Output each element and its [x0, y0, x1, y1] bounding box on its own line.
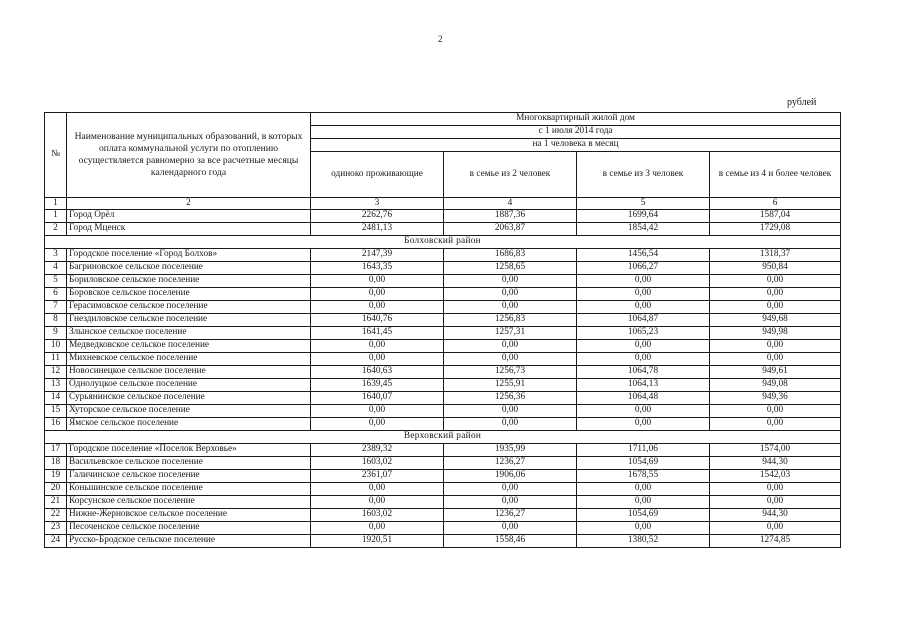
value-family-4: 0,00: [710, 522, 841, 535]
municipality-name: Песоченское сельское поселение: [67, 522, 311, 535]
value-family-2: 1258,65: [444, 262, 577, 275]
value-family-3: 1380,52: [577, 535, 710, 548]
value-family-4: 950,84: [710, 262, 841, 275]
table-row: [45, 210, 841, 223]
row-number: 4: [45, 262, 67, 275]
header-col-family-4: в семье из 4 и более человек: [710, 152, 841, 198]
table-row: [45, 522, 841, 535]
value-family-2: 0,00: [444, 496, 577, 509]
value-family-3: 0,00: [577, 405, 710, 418]
value-family-3: 1066,27: [577, 262, 710, 275]
header-index: 2: [67, 198, 311, 210]
district-name: Болховский район: [45, 236, 841, 249]
value-family-3: 1054,69: [577, 457, 710, 470]
value-single: 2262,76: [311, 210, 444, 223]
table-row: [45, 379, 841, 392]
value-single: 0,00: [311, 496, 444, 509]
table-row: [45, 262, 841, 275]
value-family-3: 0,00: [577, 288, 710, 301]
tariff-table: [44, 112, 841, 548]
row-number: 19: [45, 470, 67, 483]
municipality-name: Новосинецкое сельское поселение: [67, 366, 311, 379]
value-family-4: 0,00: [710, 288, 841, 301]
value-family-4: 1574,00: [710, 444, 841, 457]
row-number: 17: [45, 444, 67, 457]
municipality-name: Ямское сельское поселение: [67, 418, 311, 431]
value-family-3: 0,00: [577, 418, 710, 431]
value-family-2: 1887,36: [444, 210, 577, 223]
value-single: 0,00: [311, 418, 444, 431]
table-row: [45, 535, 841, 548]
table-row: [45, 275, 841, 288]
table-row: [45, 392, 841, 405]
row-number: 6: [45, 288, 67, 301]
table-row: [45, 418, 841, 431]
municipality-name: Галичинское сельское поселение: [67, 470, 311, 483]
value-family-3: 1064,78: [577, 366, 710, 379]
municipality-name: Герасимовское сельское поселение: [67, 301, 311, 314]
value-family-2: 1935,99: [444, 444, 577, 457]
table-row: [45, 249, 841, 262]
district-row: [45, 236, 841, 249]
table-row: [45, 496, 841, 509]
value-family-4: 949,68: [710, 314, 841, 327]
value-family-3: 1699,64: [577, 210, 710, 223]
row-number: 10: [45, 340, 67, 353]
value-single: 1641,45: [311, 327, 444, 340]
municipality-name: Боровское сельское поселение: [67, 288, 311, 301]
value-family-3: 1854,42: [577, 223, 710, 236]
table-row: [45, 288, 841, 301]
value-family-2: 1236,27: [444, 457, 577, 470]
value-single: 1603,02: [311, 457, 444, 470]
value-family-2: 1256,83: [444, 314, 577, 327]
value-family-2: 0,00: [444, 483, 577, 496]
table-row: [45, 470, 841, 483]
value-family-2: 1256,36: [444, 392, 577, 405]
municipality-name: Город Мценск: [67, 223, 311, 236]
value-family-2: 2063,87: [444, 223, 577, 236]
table-row: [45, 314, 841, 327]
header-index: 1: [45, 198, 67, 210]
row-number: 13: [45, 379, 67, 392]
value-family-2: 0,00: [444, 275, 577, 288]
table-row: [45, 223, 841, 236]
value-family-3: 1678,55: [577, 470, 710, 483]
header-col-single: одиноко проживающие: [311, 152, 444, 198]
value-family-2: 0,00: [444, 340, 577, 353]
header-index: 6: [710, 198, 841, 210]
municipality-name: Михневское сельское поселение: [67, 353, 311, 366]
value-single: 0,00: [311, 288, 444, 301]
row-number: 1: [45, 210, 67, 223]
table-row: [45, 366, 841, 379]
value-single: 0,00: [311, 340, 444, 353]
municipality-name: Городское поселение «Город Болхов»: [67, 249, 311, 262]
value-family-2: 1558,46: [444, 535, 577, 548]
table-row: [45, 444, 841, 457]
value-single: 0,00: [311, 483, 444, 496]
municipality-name: Нижне-Жерновское сельское поселение: [67, 509, 311, 522]
value-single: 0,00: [311, 275, 444, 288]
value-family-2: 0,00: [444, 418, 577, 431]
value-family-2: 0,00: [444, 522, 577, 535]
table-header: [45, 113, 841, 210]
value-single: 0,00: [311, 301, 444, 314]
value-single: 1639,45: [311, 379, 444, 392]
value-single: 1643,35: [311, 262, 444, 275]
value-family-2: 1255,91: [444, 379, 577, 392]
row-number: 14: [45, 392, 67, 405]
value-family-4: 1274,85: [710, 535, 841, 548]
value-family-4: 0,00: [710, 418, 841, 431]
value-family-3: 1456,54: [577, 249, 710, 262]
municipality-name: Русско-Бродское сельское поселение: [67, 535, 311, 548]
header-name: Наименование муниципальных образований, в которых оплата коммунальной услуги по отоплению осуществляется равномерно за все расчетные месяцы календарного года: [67, 113, 311, 198]
header-per-person: на 1 человека в месяц: [311, 139, 841, 152]
value-family-3: 1711,06: [577, 444, 710, 457]
table-row: [45, 353, 841, 366]
value-family-4: 0,00: [710, 405, 841, 418]
value-single: 0,00: [311, 353, 444, 366]
municipality-name: Город Орёл: [67, 210, 311, 223]
row-number: 18: [45, 457, 67, 470]
value-family-4: 949,98: [710, 327, 841, 340]
district-name: Верховский район: [45, 431, 841, 444]
municipality-name: Бориловское сельское поселение: [67, 275, 311, 288]
row-number: 22: [45, 509, 67, 522]
value-family-2: 1686,83: [444, 249, 577, 262]
value-family-2: 0,00: [444, 301, 577, 314]
value-family-3: 1054,69: [577, 509, 710, 522]
value-family-4: 0,00: [710, 301, 841, 314]
table-row: [45, 509, 841, 522]
municipality-name: Однолуцкое сельское поселение: [67, 379, 311, 392]
value-family-2: 0,00: [444, 353, 577, 366]
row-number: 5: [45, 275, 67, 288]
value-single: 2389,32: [311, 444, 444, 457]
header-col-family-2: в семье из 2 человек: [444, 152, 577, 198]
row-number: 24: [45, 535, 67, 548]
value-family-3: 1065,23: [577, 327, 710, 340]
row-number: 7: [45, 301, 67, 314]
municipality-name: Злынское сельское поселение: [67, 327, 311, 340]
value-family-4: 949,61: [710, 366, 841, 379]
municipality-name: Корсунское сельское поселение: [67, 496, 311, 509]
table-row: [45, 405, 841, 418]
municipality-name: Хуторское сельское поселение: [67, 405, 311, 418]
value-single: 0,00: [311, 405, 444, 418]
header-num: №: [45, 113, 67, 198]
row-number: 2: [45, 223, 67, 236]
municipality-name: Городское поселение «Поселок Верховье»: [67, 444, 311, 457]
table-row: [45, 483, 841, 496]
row-number: 9: [45, 327, 67, 340]
row-number: 3: [45, 249, 67, 262]
header-period: с 1 июля 2014 года: [311, 126, 841, 139]
value-family-3: 1064,13: [577, 379, 710, 392]
value-single: 2361,07: [311, 470, 444, 483]
header-house-type: Многоквартирный жилой дом: [311, 113, 841, 126]
row-number: 16: [45, 418, 67, 431]
value-family-4: 949,36: [710, 392, 841, 405]
value-single: 1640,63: [311, 366, 444, 379]
row-number: 21: [45, 496, 67, 509]
header-index: 5: [577, 198, 710, 210]
table-body: [45, 210, 841, 548]
value-family-4: 0,00: [710, 353, 841, 366]
value-family-2: 1256,73: [444, 366, 577, 379]
municipality-name: Багриновское сельское поселение: [67, 262, 311, 275]
row-number: 15: [45, 405, 67, 418]
value-family-3: 0,00: [577, 353, 710, 366]
value-family-4: 1587,04: [710, 210, 841, 223]
value-family-4: 1729,08: [710, 223, 841, 236]
value-family-4: 949,08: [710, 379, 841, 392]
value-family-4: 944,30: [710, 509, 841, 522]
table-row: [45, 340, 841, 353]
units-label: рублей: [787, 97, 817, 108]
value-family-2: 1906,06: [444, 470, 577, 483]
municipality-name: Медведковское сельское поселение: [67, 340, 311, 353]
value-family-3: 0,00: [577, 522, 710, 535]
value-family-3: 0,00: [577, 340, 710, 353]
row-number: 12: [45, 366, 67, 379]
row-number: 23: [45, 522, 67, 535]
value-single: 1603,02: [311, 509, 444, 522]
page-number: 2: [438, 34, 443, 44]
value-family-3: 0,00: [577, 483, 710, 496]
value-family-2: 1236,27: [444, 509, 577, 522]
row-number: 8: [45, 314, 67, 327]
row-number: 11: [45, 353, 67, 366]
municipality-name: Васильевское сельское поселение: [67, 457, 311, 470]
district-row: [45, 431, 841, 444]
value-family-3: 1064,87: [577, 314, 710, 327]
value-family-4: 944,30: [710, 457, 841, 470]
value-single: 1920,51: [311, 535, 444, 548]
municipality-name: Коньшинское сельское поселение: [67, 483, 311, 496]
value-family-4: 0,00: [710, 340, 841, 353]
municipality-name: Сурьянинское сельское поселение: [67, 392, 311, 405]
value-single: 1640,07: [311, 392, 444, 405]
value-family-2: 0,00: [444, 405, 577, 418]
value-family-3: 0,00: [577, 275, 710, 288]
value-family-3: 1064,48: [577, 392, 710, 405]
value-family-4: 0,00: [710, 483, 841, 496]
header-col-family-3: в семье из 3 человек: [577, 152, 710, 198]
value-single: 1640,76: [311, 314, 444, 327]
value-family-4: 0,00: [710, 275, 841, 288]
table-row: [45, 327, 841, 340]
table-row: [45, 457, 841, 470]
value-single: 2147,39: [311, 249, 444, 262]
value-family-4: 1542,03: [710, 470, 841, 483]
table-row: [45, 301, 841, 314]
header-index: 3: [311, 198, 444, 210]
value-family-4: 0,00: [710, 496, 841, 509]
value-family-4: 1318,37: [710, 249, 841, 262]
value-family-3: 0,00: [577, 301, 710, 314]
value-single: 0,00: [311, 522, 444, 535]
value-family-3: 0,00: [577, 496, 710, 509]
value-single: 2481,13: [311, 223, 444, 236]
municipality-name: Гнездиловское сельское поселение: [67, 314, 311, 327]
value-family-2: 1257,31: [444, 327, 577, 340]
row-number: 20: [45, 483, 67, 496]
value-family-2: 0,00: [444, 288, 577, 301]
header-index: 4: [444, 198, 577, 210]
